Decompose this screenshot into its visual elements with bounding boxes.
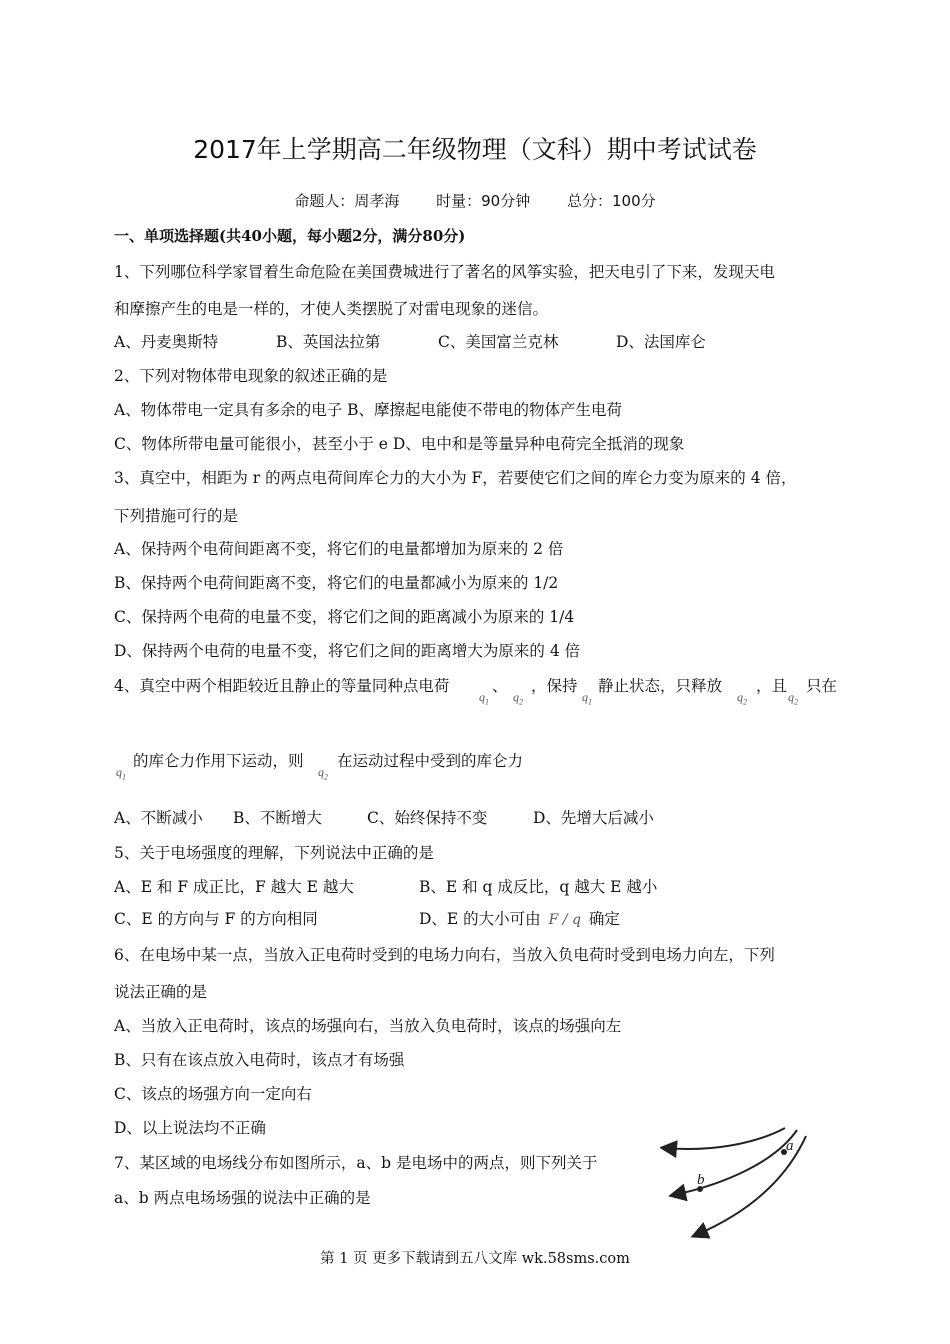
q2-options-cd: C、物体所带电量可能很小，甚至小于 e D、电中和是等量异种电荷完全抵消的现象	[114, 435, 685, 453]
q4-part5: 只在	[806, 677, 838, 695]
q3-line2: 下列措施可行的是	[114, 507, 239, 525]
q3-option-a: A、保持两个电荷间距离不变，将它们的电量都增加为原来的 2 倍	[114, 540, 564, 558]
exam-info	[0, 190, 950, 211]
field-line-2	[674, 1130, 797, 1195]
q6-option-a: A、当放入正电荷时，该点的场强向右，当放入负电荷时，该点的场强向左	[114, 1017, 622, 1035]
q4-option-d: D、先增大后减小	[533, 809, 654, 827]
q4-part2: ，保持	[531, 677, 578, 695]
q3-option-d: D、保持两个电荷的电量不变，将它们之间的距离增大为原来的 4 倍	[114, 642, 581, 660]
q4-var-q2-a: $q_2$	[513, 690, 523, 707]
q1-option-b: B、英国法拉第	[276, 333, 381, 351]
q3-line1: 3、真空中，相距为 r 的两点电荷间库仑力的大小为 F，若要使它们之间的库仑力变为原来的 4 倍，	[114, 469, 797, 487]
q4-part1: 4、真空中两个相距较近且静止的等量同种点电荷	[114, 677, 450, 695]
q6-option-d: D、以上说法均不正确	[114, 1119, 266, 1137]
q3-option-c: C、保持两个电荷的电量不变，将它们之间的距离减小为原来的 1/4	[114, 608, 575, 626]
time-limit: 时量：90分钟	[436, 192, 531, 210]
q1-line2: 和摩擦产生的电是一样的，才使人类摆脱了对雷电现象的迷信。	[114, 300, 549, 318]
q1-option-a: A、丹麦奥斯特	[114, 333, 219, 351]
q4-option-c: C、始终保持不变	[367, 809, 488, 827]
q1-line1: 1、下列哪位科学家冒着生命危险在美国费城进行了著名的风筝实验，把天电引了下来，发现天电	[114, 263, 775, 281]
q4-var-q2-b: $q_2$	[737, 690, 747, 707]
q6-option-b: B、只有在该点放入电荷时，该点才有场强	[114, 1051, 405, 1069]
q1-option-d: D、法国库仑	[616, 333, 706, 351]
q4-line2a: 的库仑力作用下运动，则	[133, 752, 304, 770]
q4-part4: ，且	[756, 677, 788, 695]
q4-sep1: 、	[492, 677, 508, 695]
page-title: 2017年上学期高二年级物理（文科）期中考试试卷	[193, 135, 757, 164]
page-footer: 第 1 页 更多下载请到五八文库 wk.58sms.com	[320, 1251, 630, 1267]
q5-stem: 5、关于电场强度的理解，下列说法中正确的是	[114, 844, 434, 862]
author: 命题人：周孝海	[294, 192, 400, 210]
q4-var-q2-c: $q_2$	[788, 690, 798, 707]
q4-var-q1-c: $q_1$	[116, 765, 126, 782]
total-score: 总分：100分	[567, 192, 656, 210]
q5-option-a: A、E 和 F 成正比，F 越大 E 越大	[114, 878, 354, 896]
q5-option-d: D、E 的大小可由 F / q 确定	[419, 910, 620, 928]
electric-field-figure	[660, 1122, 810, 1240]
point-b-label: b	[697, 1172, 705, 1188]
q4-var-q2-d: $q_2$	[318, 765, 328, 782]
q7-line2: a、b 两点电场场强的说法中正确的是	[114, 1189, 371, 1207]
q3-option-b: B、保持两个电荷间距离不变，将它们的电量都减小为原来的 1/2	[114, 574, 559, 592]
q7-line1: 7、某区域的电场线分布如图所示，a、b 是电场中的两点，则下列关于	[114, 1154, 598, 1172]
q4-var-q1-b: $q_1$	[582, 690, 592, 707]
q6-option-c: C、该点的场强方向一定向右	[114, 1085, 312, 1103]
point-a-label: a	[786, 1138, 794, 1154]
q4-option-a: A、不断减小	[114, 809, 203, 827]
q6-line2: 说法正确的是	[114, 983, 208, 1001]
q2-stem: 2、下列对物体带电现象的叙述正确的是	[114, 367, 388, 385]
q5-option-c: C、E 的方向与 F 的方向相同	[114, 910, 318, 928]
q4-var-q1-a: $q_1$	[479, 690, 489, 707]
field-line-1	[665, 1128, 785, 1149]
q4-option-b: B、不断增大	[233, 809, 322, 827]
q5-option-b: B、E 和 q 成反比，q 越大 E 越小	[419, 878, 658, 896]
q4-line2b: 在运动过程中受到的库仑力	[337, 752, 524, 770]
q2-options-ab: A、物体带电一定具有多余的电子 B、摩擦起电能使不带电的物体产生电荷	[114, 401, 623, 419]
q4-part3: 静止状态，只释放	[598, 677, 723, 695]
section-heading: 一、单项选择题(共40小题，每小题2分，满分80分)	[114, 227, 466, 245]
q1-option-c: C、美国富兰克林	[438, 333, 559, 351]
q5-formula: F / q	[548, 912, 581, 928]
q6-line1: 6、在电场中某一点，当放入正电荷时受到的电场力向右，当放入负电荷时受到电场力向左，下列	[114, 946, 775, 964]
